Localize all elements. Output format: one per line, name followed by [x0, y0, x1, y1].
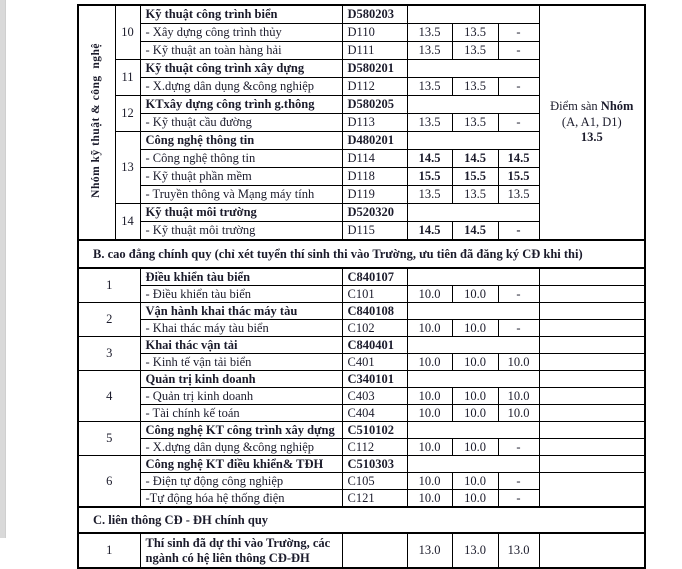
score-cell: - [498, 222, 539, 241]
section-b-header-row [78, 240, 645, 268]
program-name: - Tài chính kế toán [140, 405, 342, 422]
program-code: C112 [342, 439, 407, 456]
score-cell: 13.5 [452, 42, 498, 60]
score-cell: 14.5 [452, 222, 498, 241]
score-cell: 14.5 [407, 150, 452, 168]
group-floor-cell [539, 320, 645, 337]
score-cell: 13.5 [498, 186, 539, 204]
group-floor-cell [539, 422, 645, 439]
empty-score-area [407, 337, 539, 354]
score-cell: 10.0 [407, 388, 452, 405]
score-cell: 13.5 [407, 42, 452, 60]
empty-score-area [407, 60, 539, 78]
program-code: D111 [342, 42, 407, 60]
section-c-title: C. liên thông CĐ - ĐH chính quy [78, 507, 645, 533]
program-name: Thí sinh đã dự thi vào Trường, các ngành có hệ liên thông CĐ-ĐH [140, 533, 342, 568]
table-row [78, 337, 645, 354]
floor-note-value: 13.5 [580, 130, 603, 145]
score-cell: 10.0 [452, 354, 498, 371]
program-group-name: Kỹ thuật công trình biển [140, 5, 342, 24]
row-number: 10 [115, 5, 140, 60]
score-cell: - [498, 320, 539, 337]
score-cell: 10.0 [498, 388, 539, 405]
table-row [78, 5, 645, 24]
score-cell: 10.0 [452, 439, 498, 456]
row-number: 6 [78, 456, 140, 508]
score-cell: 13.5 [407, 24, 452, 42]
program-name: - Kỹ thuật an toàn hàng hải [140, 42, 342, 60]
group-floor-cell [539, 405, 645, 422]
table-row [78, 422, 645, 439]
score-cell: - [498, 439, 539, 456]
row-number: 3 [78, 337, 140, 371]
program-group-code: C510102 [342, 422, 407, 439]
program-group-code: D580201 [342, 60, 407, 78]
program-group-name: Công nghệ KT công trình xây dựng [140, 422, 342, 439]
table-row [78, 371, 645, 388]
row-number: 1 [78, 268, 140, 303]
score-cell: 13.0 [498, 533, 539, 568]
empty-score-area [407, 268, 539, 286]
row-number: 2 [78, 303, 140, 337]
program-name: - Kỹ thuật môi trường [140, 222, 342, 241]
score-cell: 14.5 [498, 150, 539, 168]
score-cell: 10.0 [452, 405, 498, 422]
table-row [78, 268, 645, 286]
program-group-name: Công nghệ thông tin [140, 132, 342, 150]
program-code: D115 [342, 222, 407, 241]
score-cell: 10.0 [407, 439, 452, 456]
table-row [78, 405, 645, 422]
row-number: 11 [115, 60, 140, 96]
score-cell: 10.0 [407, 286, 452, 303]
program-code: D118 [342, 168, 407, 186]
score-cell: - [498, 473, 539, 490]
program-name: - Quản trị kinh doanh [140, 388, 342, 405]
row-number: 1 [78, 533, 140, 568]
program-group-name: KTxây dựng công trình g.thông [140, 96, 342, 114]
program-group-name: Quản trị kinh doanh [140, 371, 342, 388]
floor-note-line2: (A, A1, D1) [561, 114, 622, 129]
program-code: C404 [342, 405, 407, 422]
score-cell: 10.0 [452, 388, 498, 405]
program-group-code: C840107 [342, 268, 407, 286]
empty-score-area [407, 422, 539, 439]
program-group-name: Kỹ thuật công trình xây dựng [140, 60, 342, 78]
program-name: - Công nghệ thông tin [140, 150, 342, 168]
program-group-code: C840401 [342, 337, 407, 354]
score-cell: 10.0 [452, 473, 498, 490]
floor-score-note [539, 5, 645, 240]
row-number: 13 [115, 132, 140, 204]
score-cell: 10.0 [452, 320, 498, 337]
empty-score-area [407, 456, 539, 473]
program-code: C121 [342, 490, 407, 508]
group-floor-cell [539, 473, 645, 508]
floor-note-line1: Điểm sàn Nhóm [550, 99, 634, 114]
group-floor-cell [539, 268, 645, 286]
program-code: D114 [342, 150, 407, 168]
program-group-name: Kỹ thuật môi trường [140, 204, 342, 222]
group-floor-cell [539, 303, 645, 320]
program-code: C101 [342, 286, 407, 303]
program-group-code: C510303 [342, 456, 407, 473]
admission-score-table [77, 4, 646, 569]
program-group-name: Điều khiển tàu biển [140, 268, 342, 286]
section-b-title: B. cao đẳng chính quy (chỉ xét tuyển thí sinh thi vào Trường, ưu tiên đã đăng ký CĐ khi thi) [78, 240, 645, 268]
score-cell: 13.0 [407, 533, 452, 568]
empty-score-area [407, 204, 539, 222]
program-group-code: C340101 [342, 371, 407, 388]
empty-score-area [407, 371, 539, 388]
score-cell: - [498, 490, 539, 508]
score-cell: 10.0 [452, 490, 498, 508]
score-cell: - [498, 78, 539, 96]
score-cell: - [498, 286, 539, 303]
program-code: D110 [342, 24, 407, 42]
page-edge-strip [0, 0, 6, 538]
program-name: - Kỹ thuật phần mềm [140, 168, 342, 186]
score-cell: 13.5 [452, 186, 498, 204]
program-name: - Xây dựng công trình thủy [140, 24, 342, 42]
program-name: - Điện tự động công nghiệp [140, 473, 342, 490]
score-cell: 13.5 [407, 78, 452, 96]
score-cell: 13.0 [452, 533, 498, 568]
program-group-code: D480201 [342, 132, 407, 150]
program-name: - X.dựng dân dụng &công nghiệp [140, 78, 342, 96]
score-cell: - [498, 42, 539, 60]
score-cell: 10.0 [407, 473, 452, 490]
program-name: - Kỹ thuật cầu đường [140, 114, 342, 132]
score-cell: - [498, 114, 539, 132]
group-floor-cell [539, 337, 645, 354]
score-cell: 10.0 [452, 286, 498, 303]
group-floor-cell [539, 354, 645, 371]
program-name: - Kinh tế vận tải biển [140, 354, 342, 371]
program-name: - Điều khiển tàu biển [140, 286, 342, 303]
program-group-name: Công nghệ KT điều khiển& TĐH [140, 456, 342, 473]
score-cell: 10.0 [407, 405, 452, 422]
group-axis-label-text: Nhóm kỹ thuật & công nghệ [90, 43, 103, 199]
program-group-code: D580203 [342, 5, 407, 24]
score-cell: 13.5 [452, 114, 498, 132]
group-floor-cell [539, 533, 645, 568]
program-name: - Truyền thông và Mạng máy tính [140, 186, 342, 204]
group-floor-cell [539, 439, 645, 456]
score-cell: 15.5 [498, 168, 539, 186]
program-group-code: D520320 [342, 204, 407, 222]
table-row [78, 303, 645, 320]
group-axis-label [78, 5, 115, 240]
table-row [78, 473, 645, 490]
row-number: 4 [78, 371, 140, 422]
program-code: D113 [342, 114, 407, 132]
program-group-code: D580205 [342, 96, 407, 114]
table-row [78, 388, 645, 405]
score-cell: 13.5 [407, 114, 452, 132]
program-code [342, 533, 407, 568]
program-group-code: C840108 [342, 303, 407, 320]
program-code: C403 [342, 388, 407, 405]
score-cell: 15.5 [452, 168, 498, 186]
score-cell: 13.5 [452, 24, 498, 42]
table-row [78, 439, 645, 456]
score-cell: 15.5 [407, 168, 452, 186]
table-row [78, 286, 645, 303]
program-name: - X.dựng dân dụng &công nghiệp [140, 439, 342, 456]
program-code: C105 [342, 473, 407, 490]
table-row [78, 533, 645, 568]
empty-score-area [407, 132, 539, 150]
group-floor-cell [539, 388, 645, 405]
row-number: 14 [115, 204, 140, 241]
section-c-header-row [78, 507, 645, 533]
program-name: -Tự động hóa hệ thống điện [140, 490, 342, 508]
row-number: 12 [115, 96, 140, 132]
table-row [78, 354, 645, 371]
group-floor-cell [539, 456, 645, 473]
program-group-name: Khai thác vận tải [140, 337, 342, 354]
program-group-name: Vận hành khai thác máy tàu [140, 303, 342, 320]
table-row [78, 456, 645, 473]
program-code: C102 [342, 320, 407, 337]
row-number: 5 [78, 422, 140, 456]
empty-score-area [407, 5, 539, 24]
empty-score-area [407, 96, 539, 114]
program-name: - Khai thác máy tàu biển [140, 320, 342, 337]
group-floor-cell [539, 286, 645, 303]
score-cell: 10.0 [407, 354, 452, 371]
group-floor-cell [539, 371, 645, 388]
empty-score-area [407, 303, 539, 320]
table-row [78, 320, 645, 337]
program-code: C401 [342, 354, 407, 371]
score-cell: 10.0 [498, 405, 539, 422]
score-cell: - [498, 24, 539, 42]
score-cell: 14.5 [407, 222, 452, 241]
score-cell: 13.5 [407, 186, 452, 204]
program-code: D119 [342, 186, 407, 204]
score-cell: 13.5 [452, 78, 498, 96]
score-cell: 10.0 [407, 490, 452, 508]
program-code: D112 [342, 78, 407, 96]
score-cell: 14.5 [452, 150, 498, 168]
score-cell: 10.0 [498, 354, 539, 371]
score-cell: 10.0 [407, 320, 452, 337]
